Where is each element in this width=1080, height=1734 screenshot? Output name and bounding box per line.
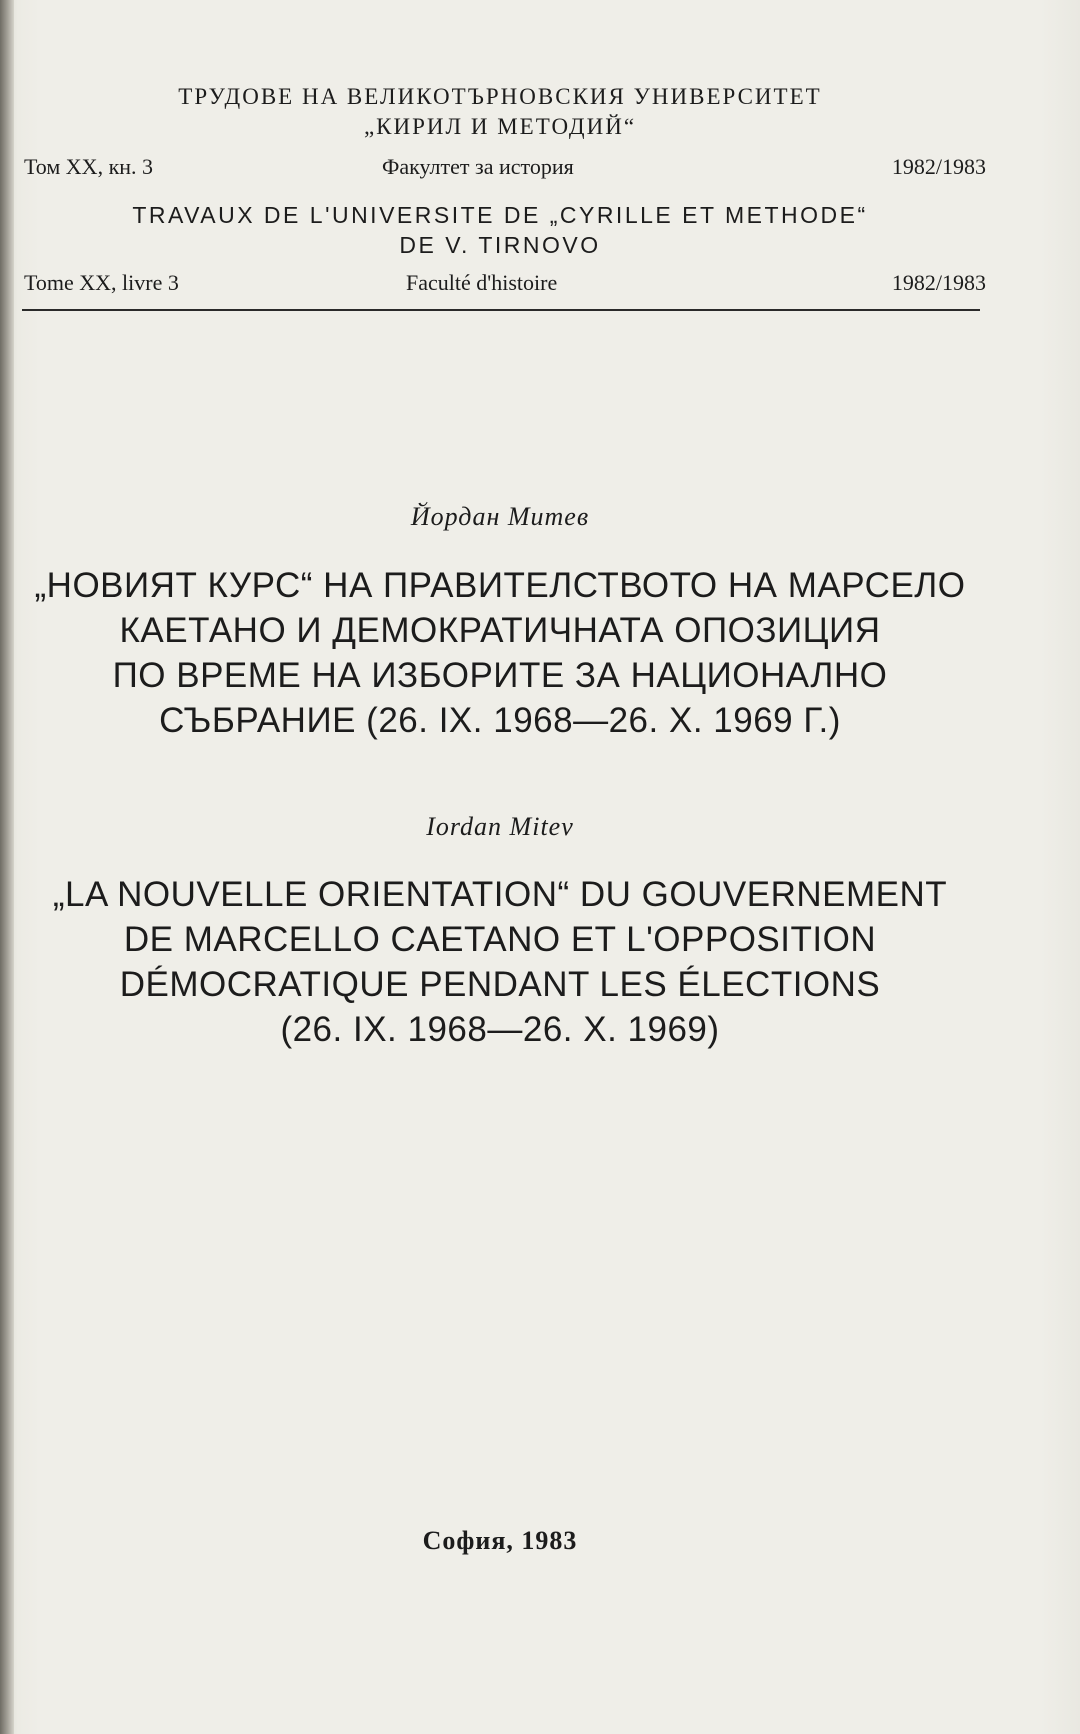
- header-fr-faculty: Faculté d'histoire: [406, 270, 558, 295]
- author-fr: Iordan Mitev: [426, 812, 574, 841]
- title-fr-line: „LA NOUVELLE ORIENTATION“ DU GOUVERNEMENT: [52, 875, 948, 914]
- title-bg-line: СЪБРАНИЕ (26. IX. 1968—26. X. 1969 Г.): [159, 701, 841, 740]
- header-fr-line1: TRAVAUX DE L'UNIVERSITE DE „CYRILLE ET METHODE“: [132, 202, 868, 228]
- header-bg-volume: Том XX, кн. 3: [24, 154, 154, 179]
- title-fr-line: DÉMOCRATIQUE PENDANT LES ÉLECTIONS: [119, 965, 881, 1004]
- title-bg-line: КАЕТАНО И ДЕМОКРАТИЧНАТА ОПОЗИЦИЯ: [119, 611, 881, 650]
- header-fr-years: 1982/1983: [891, 270, 986, 295]
- header-fr-line2: DE V. TIRNOVO: [399, 232, 601, 258]
- title-fr-line: DE MARCELLO CAETANO ET L'OPPOSITION: [123, 920, 877, 959]
- header-bg-line2: „КИРИЛ И МЕТОДИЙ“: [363, 114, 637, 139]
- header-fr-info-row: [24, 270, 986, 300]
- header-divider: [22, 309, 980, 311]
- header-bg-faculty: Факултет за история: [382, 154, 574, 179]
- header-bg-years: 1982/1983: [891, 154, 986, 179]
- title-bg-line: ПО ВРЕМЕ НА ИЗБОРИТЕ ЗА НАЦИОНАЛНО: [112, 656, 888, 695]
- imprint-city-year: София, 1983: [422, 1526, 578, 1555]
- header-bg-info-row: [24, 154, 986, 184]
- author-bg: Йордан Митев: [410, 502, 590, 531]
- header-bg-line1: ТРУДОВЕ НА ВЕЛИКОТЪРНОВСКИЯ УНИВЕРСИТЕТ: [178, 84, 822, 109]
- book-spine-edge: [0, 0, 14, 1734]
- title-bg-line: „НОВИЯТ КУРС“ НА ПРАВИТЕЛСТВОТО НА МАРСЕЛО: [34, 566, 966, 605]
- header-fr-volume: Tome XX, livre 3: [24, 270, 179, 295]
- title-fr-line: (26. IX. 1968—26. X. 1969): [280, 1010, 720, 1049]
